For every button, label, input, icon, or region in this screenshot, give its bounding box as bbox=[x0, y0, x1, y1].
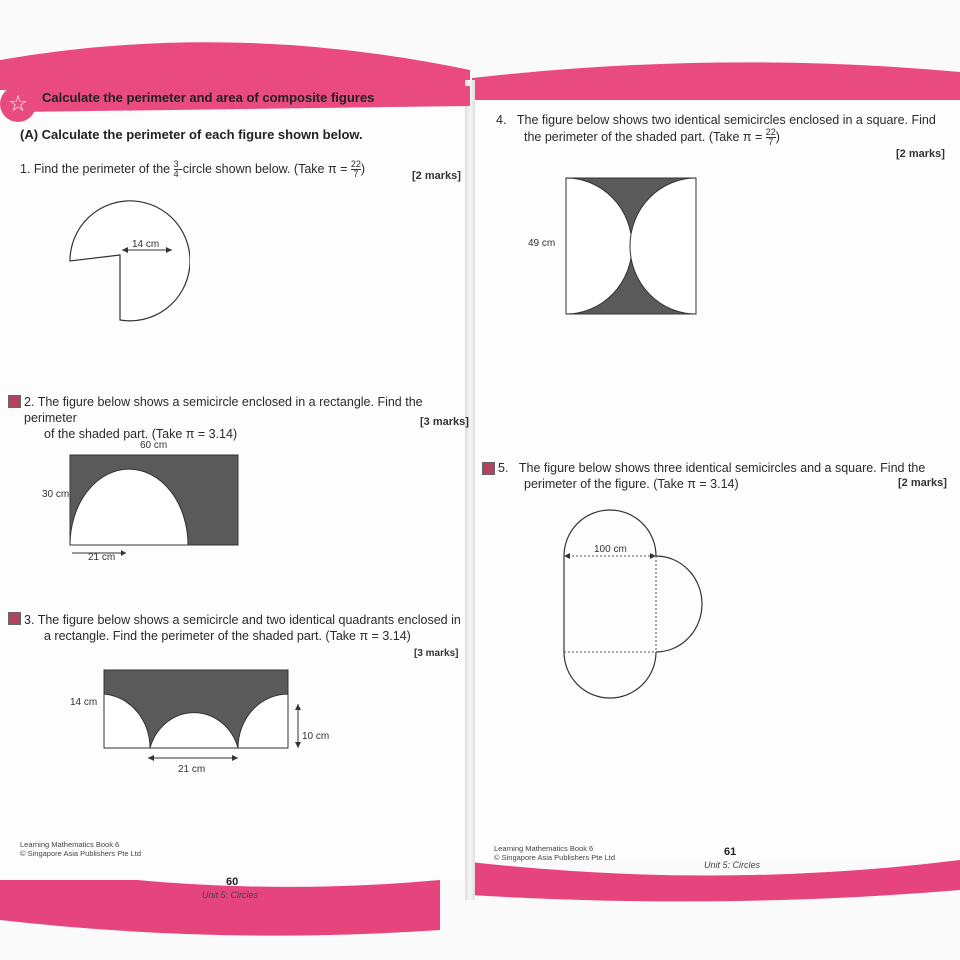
q4-close: ) bbox=[775, 129, 780, 144]
q3-right-label: 10 cm bbox=[302, 731, 330, 742]
q1-frac-den: 4 bbox=[173, 169, 179, 179]
q5-arrowhead-right bbox=[650, 553, 656, 559]
q2-number: 2. bbox=[24, 395, 35, 409]
q5-number: 5. bbox=[498, 461, 509, 475]
section-header bbox=[0, 86, 470, 116]
question-3 bbox=[24, 612, 469, 644]
part-a-heading bbox=[20, 127, 363, 142]
q1-three-quarter-circle bbox=[70, 201, 190, 321]
right-footer-book: Learning Mathematics Book 6 bbox=[494, 844, 594, 853]
q5-side-label: 100 cm bbox=[594, 544, 627, 555]
book-spine bbox=[465, 80, 475, 900]
q2-arrowhead bbox=[121, 550, 126, 556]
q1-dim-label: 14 cm bbox=[132, 239, 160, 250]
q1-figure bbox=[60, 188, 190, 328]
question-5 bbox=[498, 460, 958, 492]
question-2 bbox=[24, 394, 464, 442]
q3-arrowhead-left bbox=[148, 755, 154, 761]
q5-text-line2: perimeter of the figure. (Take π = 3.14) bbox=[524, 477, 739, 491]
right-page-number: 61 bbox=[724, 846, 737, 858]
q5-right-semicircle bbox=[656, 556, 702, 652]
star-badge bbox=[0, 86, 36, 122]
q5-figure bbox=[558, 504, 708, 704]
q3-figure bbox=[98, 664, 338, 774]
q2-height-label: 30 cm bbox=[42, 489, 70, 500]
star-icon: ☆ bbox=[8, 91, 28, 116]
q3-arrowhead-down bbox=[295, 742, 301, 748]
q3-arrowhead-right bbox=[232, 755, 238, 761]
q1-pi-fraction bbox=[351, 160, 361, 179]
q1-text-before: Find the perimeter of the bbox=[33, 161, 171, 176]
q2-figure bbox=[66, 452, 246, 562]
q1-frac-num: 3 bbox=[173, 159, 179, 169]
q2-marker-icon bbox=[8, 395, 21, 408]
q4-marks: [2 marks] bbox=[896, 148, 945, 160]
q4-side-label: 49 cm bbox=[528, 238, 556, 249]
q4-pi-den: 7 bbox=[768, 137, 774, 147]
q4-number: 4. bbox=[496, 113, 507, 127]
q3-marker-icon bbox=[8, 612, 21, 625]
section-title: Calculate the perimeter and area of composite figures bbox=[42, 90, 375, 105]
q2-text-line2: of the shaded part. (Take π = 3.14) bbox=[44, 427, 238, 441]
q2-text-line1: The figure below shows a semicircle enclosed in a rectangle. Find the perimeter bbox=[24, 395, 423, 425]
q4-text-line2: the perimeter of the shaded part. (Take π = bbox=[524, 129, 763, 144]
q5-marks: [2 marks] bbox=[898, 477, 947, 489]
right-footer-unit: Unit 5: Circles bbox=[704, 860, 761, 870]
q5-bottom-semicircle bbox=[564, 652, 656, 698]
q5-marker-icon bbox=[482, 462, 495, 475]
question-1 bbox=[20, 160, 460, 179]
left-footer-unit: Unit 5: Circles bbox=[202, 890, 259, 900]
q3-text-line2: a rectangle. Find the perimeter of the shaded part. (Take π = 3.14) bbox=[44, 629, 411, 643]
part-label: (A) bbox=[20, 127, 39, 142]
question-4 bbox=[496, 112, 956, 147]
q1-number: 1. bbox=[20, 161, 31, 176]
q2-width-label: 60 cm bbox=[140, 440, 168, 451]
left-footer-book: Learning Mathematics Book 6 bbox=[20, 840, 120, 849]
q1-pi-num: 22 bbox=[350, 159, 361, 169]
left-page-number: 60 bbox=[226, 876, 239, 888]
q4-figure bbox=[564, 176, 698, 316]
q4-pi-num: 22 bbox=[765, 127, 776, 137]
q3-text-line1: The figure below shows a semicircle and two identical quadrants enclosed in bbox=[37, 613, 461, 627]
q3-height-label: 14 cm bbox=[70, 697, 98, 708]
right-footer-publisher: © Singapore Asia Publishers Pte Ltd bbox=[494, 853, 616, 862]
q5-arrowhead-left bbox=[564, 553, 570, 559]
q1-marks: [2 marks] bbox=[412, 170, 461, 182]
q3-marks: [3 marks] bbox=[414, 648, 459, 659]
q2-marks: [3 marks] bbox=[420, 416, 469, 428]
part-instruction: Calculate the perimeter of each figure shown below. bbox=[41, 127, 363, 142]
q4-pi-fraction bbox=[766, 128, 776, 147]
right-footer-credits bbox=[494, 844, 615, 862]
left-footer-publisher: © Singapore Asia Publishers Pte Ltd bbox=[20, 849, 142, 858]
q3-arrowhead-up bbox=[295, 704, 301, 710]
q3-bottom-label: 21 cm bbox=[178, 764, 206, 775]
q3-number: 3. bbox=[24, 613, 35, 627]
q1-pi-den: 7 bbox=[353, 169, 359, 179]
q4-text-line1: The figure below shows two identical semicircles enclosed in a square. Find bbox=[516, 113, 936, 127]
left-footer-credits bbox=[20, 840, 141, 858]
q2-bottom-label: 21 cm bbox=[88, 552, 116, 563]
q5-text-line1: The figure below shows three identical semicircles and a square. Find the bbox=[518, 461, 926, 475]
q1-text-after: -circle shown below. (Take π = bbox=[178, 161, 348, 176]
q1-close: ) bbox=[360, 161, 366, 176]
